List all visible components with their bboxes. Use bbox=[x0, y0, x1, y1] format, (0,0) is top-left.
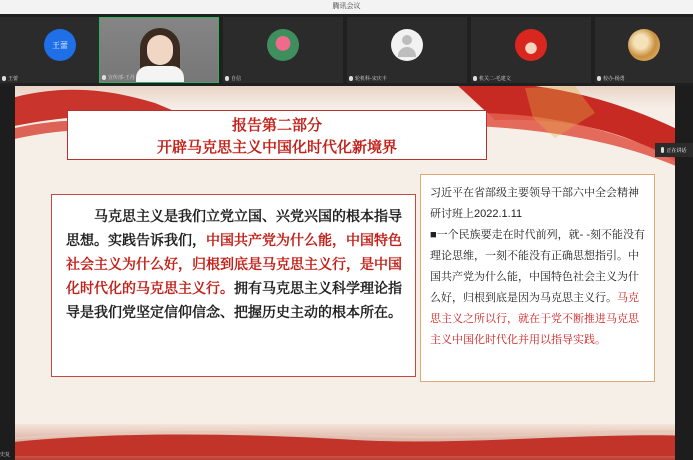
participant-tile[interactable] bbox=[223, 17, 343, 83]
participant-name bbox=[473, 75, 511, 82]
avatar-initials: 王蕾 bbox=[52, 40, 68, 50]
main-text-black-part1: 马克思主义是我们立党立国、兴党兴国的根本指导思想。实践告诉我们， bbox=[66, 209, 402, 249]
video-person-shirt bbox=[136, 66, 184, 82]
participant-name-text: 轮机科-宋庆丰 bbox=[355, 76, 387, 82]
red-helmet-avatar bbox=[515, 29, 547, 61]
bottom-wave-decoration bbox=[15, 426, 675, 456]
shared-screen-slide bbox=[15, 86, 675, 460]
title-bar bbox=[0, 0, 693, 14]
speaking-indicator[interactable] bbox=[655, 143, 693, 157]
side-text-red: 马克思主义之所以行，就在于党不断推进马克思主义中国化时代化并用以指导实践。 bbox=[430, 292, 639, 346]
slide-title-line1: 报告第二部分 bbox=[231, 116, 322, 134]
participant-tile[interactable] bbox=[595, 17, 693, 83]
participant-tile-active[interactable] bbox=[99, 17, 219, 83]
video-feed bbox=[100, 18, 218, 82]
participant-name bbox=[102, 74, 135, 81]
participant-name-text: 王蕾 bbox=[8, 76, 19, 82]
main-text-black-part2: 拥有马克思主义科学理论指导是我们党坚定信仰信念、把握历史主动的根本所在。 bbox=[66, 281, 402, 321]
avatar bbox=[44, 29, 76, 61]
main-quote-box bbox=[51, 194, 416, 377]
participant-name-text: 自信 bbox=[231, 76, 242, 82]
microphone-icon bbox=[661, 147, 664, 153]
side-text-black: ■一个民族要走在时代前列，就- -刻不能没有理论思维，一刻不能没有正确思想指引。中国共产党为什么能，中国特色社会主义为什么好，归根到底是因为马克思主义行。 bbox=[430, 229, 646, 304]
window-title: 腾讯会议 bbox=[332, 2, 361, 10]
participant-name bbox=[225, 75, 241, 82]
microphone-icon bbox=[2, 76, 6, 81]
participant-name bbox=[597, 75, 625, 82]
participant-name bbox=[2, 75, 18, 82]
slide-title-box bbox=[67, 110, 487, 160]
participant-tile[interactable] bbox=[347, 17, 467, 83]
microphone-icon bbox=[597, 76, 601, 81]
side-heading: 习近平在省部级主要领导干部六中全会精神研讨班上2022.1.11 bbox=[430, 187, 639, 220]
microphone-icon bbox=[225, 76, 229, 81]
slide-title-line2: 开辟马克思主义中国化时代化新境界 bbox=[156, 138, 397, 156]
participant-name-text: 校办-杨勇 bbox=[603, 76, 625, 82]
microphone-icon bbox=[349, 76, 353, 81]
side-quote-text bbox=[430, 183, 648, 351]
participant-name-text: 机关二-毛建文 bbox=[479, 76, 511, 82]
main-quote-text bbox=[66, 205, 406, 325]
participant-name-text: 宣传部-王丹 bbox=[108, 75, 135, 81]
default-person-avatar bbox=[391, 29, 423, 61]
main-text-red-part: 中国共产党为什么能，中国特色社会主义为什么好，归根到底是马克思主义行，是中国化时代化的马克思主义行。 bbox=[66, 233, 402, 297]
side-quote-box bbox=[420, 174, 655, 382]
participant-name bbox=[349, 75, 387, 82]
microphone-icon bbox=[102, 75, 106, 80]
participant-tile[interactable] bbox=[471, 17, 591, 83]
microphone-icon bbox=[473, 76, 477, 81]
left-margin bbox=[0, 86, 15, 460]
lotus-avatar bbox=[267, 29, 299, 61]
participant-strip bbox=[0, 14, 693, 86]
speaking-label: 正在讲话 bbox=[666, 147, 687, 154]
gold-avatar bbox=[628, 29, 660, 61]
bottom-left-label: 史复 bbox=[0, 452, 11, 458]
video-person-face bbox=[147, 35, 173, 65]
